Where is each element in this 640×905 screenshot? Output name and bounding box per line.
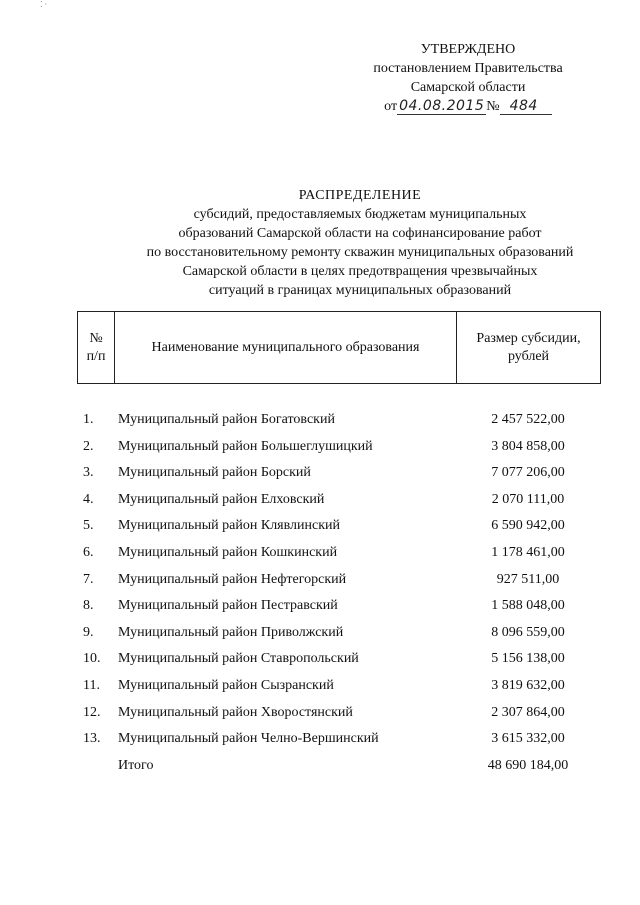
approval-status: УТВЕРЖДЕНО <box>420 42 516 57</box>
total-amount: 48 690 184,00 <box>487 757 569 773</box>
heading-line-3: по восстановительному ремонту скважин муниципальных образований <box>146 245 574 260</box>
table-row: 8. Муниципальный район Пестравский 1 588 048,00 <box>83 598 565 614</box>
total-label: Итого <box>118 757 154 773</box>
table-row: 3. Муниципальный район Борский 7 077 206,00 <box>83 465 565 481</box>
table-row: 13. Муниципальный район Челно-Вершинский 3 615 332,00 <box>83 731 565 747</box>
scan-marks: ⁚ · <box>40 0 48 9</box>
table-row: 1. Муниципальный район Богатовский 2 457 522,00 <box>83 412 565 427</box>
table-row: 12. Муниципальный район Хворостянский 2 307 864,00 <box>83 704 565 720</box>
table-header <box>77 311 601 384</box>
table-row: 6. Муниципальный район Кошкинский 1 178 461,00 <box>83 544 565 560</box>
total-row <box>0 756 640 783</box>
approval-line-1: постановлением Правительства <box>373 61 563 76</box>
heading-line-1: субсидий, предоставляемых бюджетам муниципальных <box>193 207 527 222</box>
header-num: № п/п <box>78 312 115 383</box>
table-row: 7. Муниципальный район Нефтегорский 927 511,00 <box>83 571 560 587</box>
table-row: 10. Муниципальный район Ставропольский 5 156 138,00 <box>83 651 565 667</box>
header-name: Наименование муниципального образования <box>115 312 457 383</box>
document-title: РАСПРЕДЕЛЕНИЕ <box>298 188 422 203</box>
table-row: 11. Муниципальный район Сызранский 3 819 632,00 <box>83 677 565 693</box>
heading-line-2: образований Самарской области на софинансирование работ <box>178 226 542 241</box>
approval-stamp <box>360 40 576 116</box>
heading-line-4: Самарской области в целях предотвращения чрезвычайных <box>182 264 538 279</box>
approval-line-2: Самарской области <box>410 80 526 95</box>
heading-line-5: ситуаций в границах муниципальных образований <box>208 283 512 298</box>
number-label: № <box>486 99 500 114</box>
table-row: 5. Муниципальный район Клявлинский 6 590 942,00 <box>83 518 565 534</box>
table-row: 9. Муниципальный район Приволжский 8 096 559,00 <box>83 624 565 640</box>
handwritten-date: 04.08.2015 <box>399 98 485 114</box>
document-heading <box>100 186 620 300</box>
handwritten-number: 484 <box>500 98 552 115</box>
from-label: от <box>384 99 398 114</box>
table-row: 4. Муниципальный район Елховский 2 070 111,00 <box>83 491 565 507</box>
header-amount: Размер субсидии, рублей <box>476 330 581 364</box>
table-body <box>0 410 640 782</box>
approval-date-line <box>360 97 576 116</box>
table-row: 2. Муниципальный район Большеглушицкий 3 804 858,00 <box>83 438 565 454</box>
